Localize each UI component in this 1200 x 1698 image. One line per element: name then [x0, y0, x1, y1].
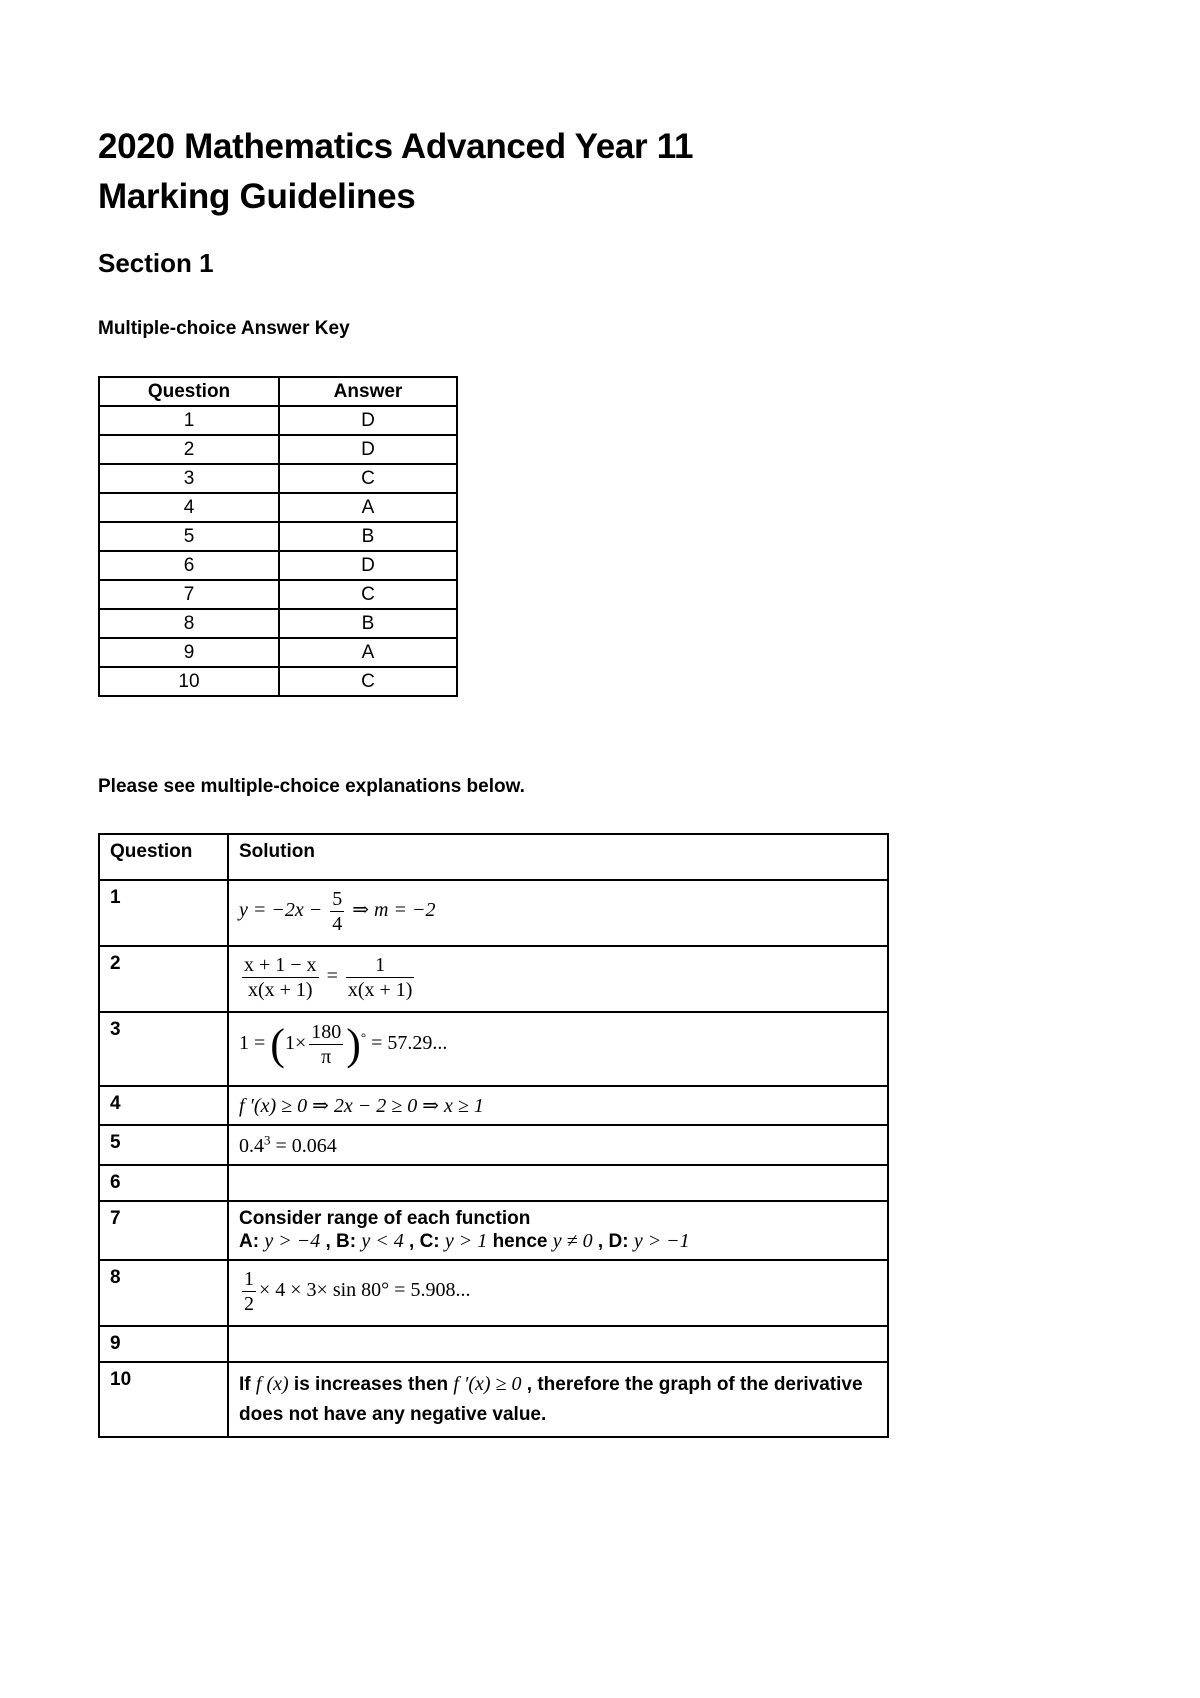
section-heading: Section 1: [98, 248, 214, 278]
document-title: [98, 122, 693, 222]
solution-row-6: [99, 1165, 888, 1201]
solution-text: [239, 1230, 877, 1253]
question-number: 2: [99, 435, 279, 464]
solution-cell: [228, 1165, 888, 1201]
denominator: x(x + 1): [247, 979, 313, 1001]
equals-sign: =: [326, 965, 338, 988]
expr: y > 1: [444, 1229, 488, 1252]
answer-key-row: [99, 551, 457, 580]
answer-letter: D: [279, 406, 457, 435]
answer-key-heading: Multiple-choice Answer Key: [98, 318, 350, 339]
question-number: 6: [99, 1165, 228, 1201]
equation-part: 0.4: [239, 1134, 264, 1157]
question-number: 8: [99, 609, 279, 638]
label: , C:: [403, 1230, 445, 1252]
answer-key-row: [99, 406, 457, 435]
expr: f (x): [255, 1372, 289, 1395]
question-number: 5: [99, 1125, 228, 1165]
expr: y < 4: [361, 1229, 404, 1252]
title-line-1: 2020 Mathematics Advanced Year 11: [98, 127, 694, 166]
solution-cell: [228, 880, 888, 946]
solution-row-1: [99, 880, 888, 946]
degree-symbol: °: [360, 1029, 367, 1045]
answer-letter: C: [279, 667, 457, 696]
solution-text: , therefore the graph of the derivative does not have any negative value.: [239, 1373, 863, 1425]
answer-key-header-row: [99, 377, 457, 406]
answer-letter: C: [279, 580, 457, 609]
solution-cell: [228, 1362, 888, 1437]
solutions-table: [98, 833, 889, 1438]
fraction: [330, 887, 344, 936]
solution-text: is increases then: [288, 1373, 454, 1395]
equation: f ′(x) ≥ 0 ⇒ 2x − 2 ≥ 0 ⇒ x ≥ 1: [239, 1095, 484, 1117]
equation-part: 1×: [284, 1032, 307, 1055]
fraction: [242, 1267, 256, 1316]
numerator: 180: [311, 1021, 342, 1043]
numerator: x + 1 − x: [244, 954, 317, 976]
expr: y > −4: [264, 1229, 321, 1252]
equation-part: y = −2x −: [239, 899, 323, 922]
question-number: 6: [99, 551, 279, 580]
numerator: 1: [346, 953, 415, 978]
answer-key-body: [99, 406, 457, 696]
label: hence: [487, 1230, 553, 1252]
label: , B:: [320, 1230, 362, 1252]
fraction: [309, 1020, 343, 1069]
header-solution: Solution: [228, 834, 888, 880]
solution-cell: [228, 1125, 888, 1165]
label: , D:: [592, 1230, 634, 1252]
answer-key-row: [99, 609, 457, 638]
expr: f ′(x) ≥ 0: [453, 1372, 522, 1395]
header-question: Question: [99, 834, 228, 880]
equation: [239, 1020, 448, 1069]
question-number: 9: [99, 638, 279, 667]
equation: [239, 954, 417, 1001]
answer-key-row: [99, 464, 457, 493]
fraction: [242, 953, 319, 1002]
header-question: Question: [99, 377, 279, 406]
question-number: 5: [99, 522, 279, 551]
answer-key-row: [99, 667, 457, 696]
equation-part: = 0.064: [270, 1134, 337, 1157]
answer-letter: A: [279, 493, 457, 522]
question-number: 9: [99, 1326, 228, 1362]
question-number: 3: [99, 464, 279, 493]
solution-cell: [228, 946, 888, 1012]
solution-row-5: [99, 1125, 888, 1165]
numerator: 5: [332, 888, 343, 910]
denominator: x(x + 1): [347, 979, 413, 1001]
expr: y ≠ 0: [552, 1229, 593, 1252]
question-number: 10: [99, 667, 279, 696]
question-number: 4: [99, 1086, 228, 1125]
left-paren-glyph: (: [270, 1020, 285, 1069]
exponent: 3: [264, 1132, 271, 1147]
header-answer: Answer: [279, 377, 457, 406]
explanations-note: Please see multiple-choice explanations below.: [98, 776, 525, 797]
question-number: 1: [99, 880, 228, 946]
equation-part: ⇒ m = −2: [352, 899, 436, 922]
answer-key-row: [99, 493, 457, 522]
solution-row-7: [99, 1201, 888, 1260]
solution-row-8: [99, 1260, 888, 1326]
solution-cell: [228, 1260, 888, 1326]
denominator: π: [321, 1046, 332, 1068]
equation: [239, 1132, 337, 1157]
answer-key-row: [99, 580, 457, 609]
answer-key-row: [99, 638, 457, 667]
denominator: 4: [332, 913, 343, 935]
solution-cell: [228, 1326, 888, 1362]
equation: [239, 888, 436, 935]
question-number: 1: [99, 406, 279, 435]
denominator: 2: [244, 1292, 254, 1315]
question-number: 7: [99, 1201, 228, 1260]
label: A:: [239, 1230, 265, 1252]
answer-letter: A: [279, 638, 457, 667]
equation-part: = 57.29...: [371, 1032, 448, 1055]
answer-letter: B: [279, 609, 457, 638]
answer-letter: D: [279, 551, 457, 580]
solution-row-4: [99, 1086, 888, 1125]
expr: y > −1: [633, 1229, 690, 1252]
equation: [239, 1267, 471, 1315]
right-paren-glyph: ): [346, 1020, 361, 1069]
question-number: 7: [99, 580, 279, 609]
solution-cell: [228, 1012, 888, 1086]
equation-part: 1 =: [239, 1032, 266, 1055]
answer-key-table: [98, 376, 458, 697]
answer-letter: C: [279, 464, 457, 493]
title-line-2: Marking Guidelines: [98, 177, 416, 216]
equation-part: × 4 × 3× sin 80° = 5.908...: [259, 1278, 471, 1301]
solutions-header-row: [99, 834, 888, 880]
solution-cell: [228, 1086, 888, 1125]
solution-text: Consider range of each function: [239, 1207, 531, 1229]
solution-cell: [228, 1201, 888, 1260]
solution-row-9: [99, 1326, 888, 1362]
question-number: 8: [99, 1260, 228, 1326]
answer-letter: B: [279, 522, 457, 551]
solution-row-2: [99, 946, 888, 1012]
question-number: 2: [99, 946, 228, 1012]
solution-text: If: [239, 1373, 256, 1395]
answer-key-row: [99, 435, 457, 464]
question-number: 4: [99, 493, 279, 522]
question-number: 3: [99, 1012, 228, 1086]
fraction: [346, 953, 415, 1002]
answer-key-row: [99, 522, 457, 551]
solution-row-3: [99, 1012, 888, 1086]
solution-row-10: [99, 1362, 888, 1437]
numerator: 1: [244, 1267, 254, 1290]
question-number: 10: [99, 1362, 228, 1437]
answer-letter: D: [279, 435, 457, 464]
